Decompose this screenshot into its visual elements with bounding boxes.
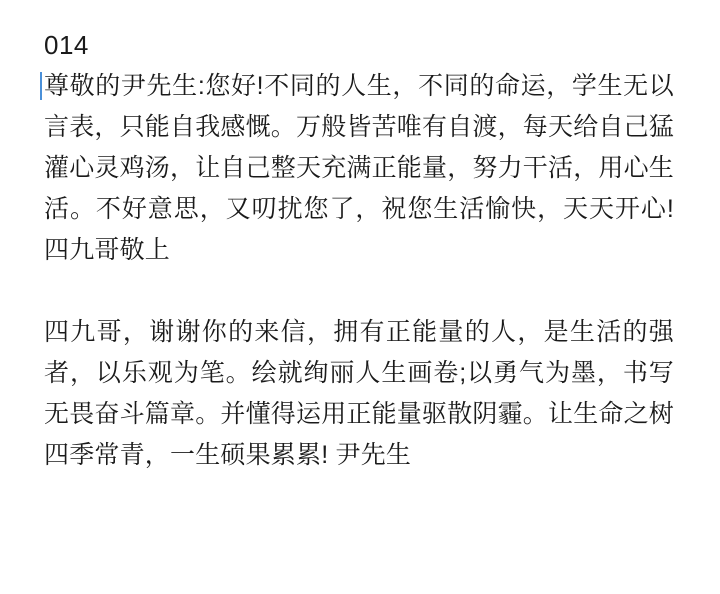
reply-body: 四九哥，谢谢你的来信，拥有正能量的人，是生活的强者，以乐观为笔。绘就绚丽人生画卷;以勇气为墨，书写无畏奋斗篇章。并懂得运用正能量驱散阴霾。让生命之树四季常青，一生硕果累累! 尹先生: [44, 318, 675, 469]
document-number: 014: [44, 30, 89, 60]
letter-block: [44, 66, 674, 271]
letter-body: 尊敬的尹先生:您好!不同的人生，不同的命运，学生无以言表，只能自我感慨。万般皆苦唯有自渡，每天给自己猛灌心灵鸡汤，让自己整天充满正能量，努力干活，用心生活。不好意思，又叨扰您了，祝您生活愉快，天天开心!四九哥敬上: [44, 72, 675, 264]
reply-block: [44, 312, 674, 476]
paragraph-spacer: [44, 271, 674, 312]
text-caret: [40, 72, 42, 100]
